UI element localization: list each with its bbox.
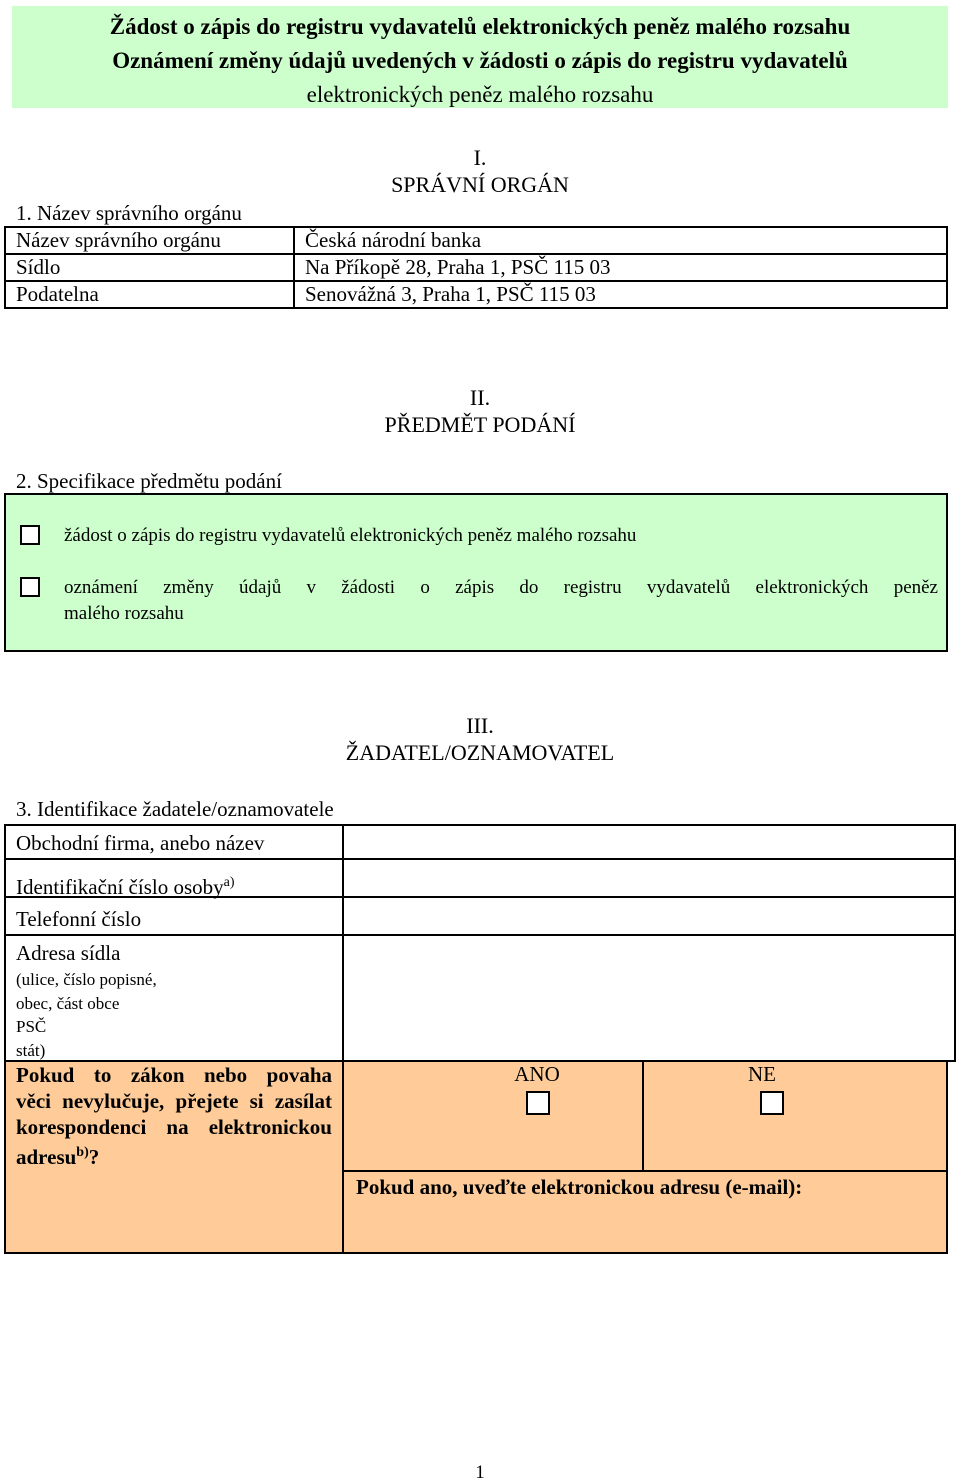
correspondence-footnote-mark: b): [76, 1145, 89, 1160]
application-option-label: žádost o zápis do registru vydavatelů elektronických peněz malého rozsahu: [64, 525, 637, 546]
id-label: Identifikační číslo osoby: [16, 875, 224, 899]
id-label-cell: [4, 858, 344, 898]
page-number: 1: [475, 1462, 485, 1483]
registry-office-value: Senovážná 3, Praha 1, PSČ 115 03: [294, 281, 947, 308]
authority-row: [5, 254, 947, 281]
phone-input[interactable]: [342, 896, 956, 936]
applicant-form: [4, 824, 956, 1254]
section-2-number: II.: [469, 385, 491, 410]
change-notice-checkbox[interactable]: [20, 577, 40, 597]
correspondence-question-cell: [4, 1060, 344, 1172]
phone-label: Telefonní číslo: [16, 907, 142, 931]
section-3-number: III.: [466, 713, 494, 738]
address-hint-line: stát): [16, 1040, 46, 1060]
question-line: korespondenci na elektronickou: [16, 1115, 332, 1139]
id-footnote-mark: a): [223, 875, 235, 890]
firm-label-cell: [4, 824, 344, 860]
title-line-1: Žádost o zápis do registru vydavatelů elektronických peněz malého rozsahu: [109, 14, 851, 39]
no-label: NE: [748, 1062, 776, 1086]
id-input[interactable]: [342, 858, 956, 898]
email-input[interactable]: [356, 1204, 936, 1248]
question-line: adresu: [16, 1145, 77, 1169]
section-2-subheading: 2. Specifikace předmětu podání: [16, 469, 282, 493]
seat-label: Sídlo: [5, 254, 294, 281]
authority-name-label: Název správního orgánu: [5, 227, 294, 254]
address-input[interactable]: [342, 934, 956, 1062]
yes-checkbox[interactable]: [526, 1091, 550, 1115]
submission-type-box: [4, 493, 948, 652]
email-row-divider: [342, 1170, 948, 1172]
question-line: věci nevylučuje, přejete si zasílat: [16, 1089, 332, 1113]
authority-name-value: Česká národní banka: [294, 227, 947, 254]
no-cell: [644, 1060, 948, 1172]
address-hint: [16, 968, 157, 1062]
yes-label: ANO: [514, 1062, 560, 1086]
question-last-line: [16, 1140, 332, 1170]
authority-row: [5, 281, 947, 308]
section-2-title: PŘEDMĚT PODÁNÍ: [384, 412, 576, 437]
section-3-title: ŽADATEL/OZNAMOVATEL: [345, 740, 615, 765]
address-label: Adresa sídla: [16, 941, 121, 965]
title-line-3: elektronických peněz malého rozsahu: [306, 82, 654, 107]
registry-office-label: Podatelna: [5, 281, 294, 308]
section-3-subheading: 3. Identifikace žadatele/oznamovatele: [16, 797, 334, 821]
authority-table: [4, 226, 948, 309]
seat-value: Na Příkopě 28, Praha 1, PSČ 115 03: [294, 254, 947, 281]
no-checkbox[interactable]: [760, 1091, 784, 1115]
change-notice-option-label-cont: malého rozsahu: [64, 603, 184, 624]
column-divider: [342, 1060, 344, 1254]
application-checkbox[interactable]: [20, 525, 40, 545]
question-line: Pokud to zákon nebo povaha: [16, 1063, 332, 1087]
authority-row: [5, 227, 947, 254]
firm-input[interactable]: [342, 824, 956, 860]
yes-cell: [342, 1060, 644, 1172]
firm-label: Obchodní firma, anebo název: [16, 831, 265, 855]
address-hint-line: (ulice, číslo popisné,: [16, 970, 157, 989]
correspondence-question: [16, 1062, 332, 1170]
email-prompt: Pokud ano, uveďte elektronickou adresu (e-mail):: [356, 1175, 803, 1199]
section-1-subheading: 1. Název správního orgánu: [16, 201, 242, 225]
address-label-cell: [4, 934, 344, 1062]
section-1-title: SPRÁVNÍ ORGÁN: [391, 172, 569, 197]
address-hint-line: obec, část obce: [16, 993, 120, 1013]
title-line-2: Oznámení změny údajů uvedených v žádosti o zápis do registru vydavatelů: [112, 48, 848, 73]
section-1-number: I.: [473, 145, 487, 170]
question-mark: ?: [88, 1145, 100, 1169]
document-title-banner: [12, 6, 948, 108]
change-notice-option-label: oznámení změny údajů v žádosti o zápis do registru vydavatelů elektronických peněz: [64, 577, 938, 598]
address-hint-line: PSČ: [16, 1017, 47, 1036]
phone-label-cell: [4, 896, 344, 936]
